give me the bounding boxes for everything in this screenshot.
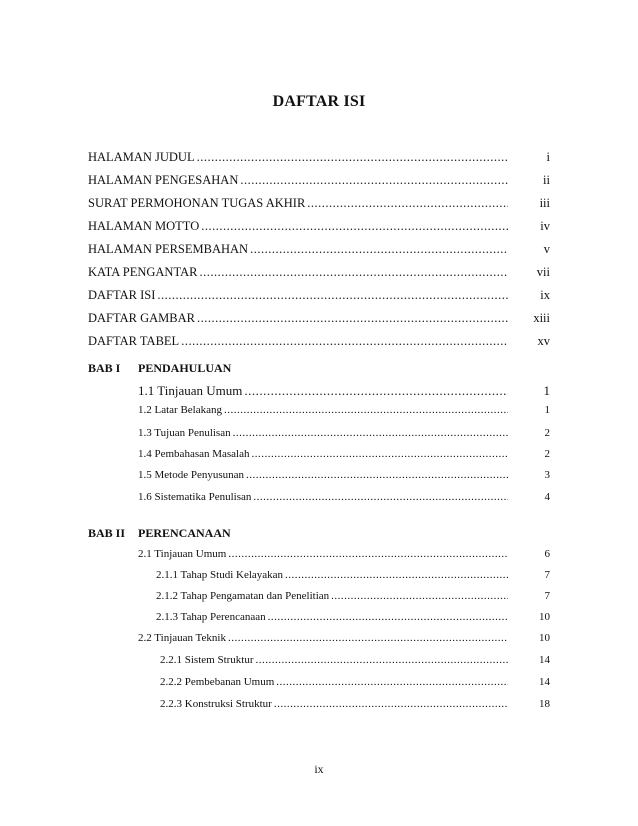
toc-entry (88, 311, 550, 329)
leader-dots (250, 242, 508, 257)
toc-label: 1.1 Tinjauan Umum (138, 383, 243, 398)
leader-dots (268, 611, 508, 623)
toc-page: 10 (539, 611, 550, 623)
leader-dots (285, 569, 508, 581)
toc-page: 6 (544, 548, 550, 560)
toc-page: iv (540, 219, 550, 233)
toc-page: 7 (544, 590, 550, 602)
toc-label: 1.5 Metode Penyusunan (138, 469, 245, 481)
toc-entry (156, 611, 550, 629)
toc-entry (88, 242, 550, 260)
leader-dots (181, 334, 508, 349)
toc-label: DAFTAR TABEL (88, 334, 180, 348)
toc-label: SURAT PERMOHONAN TUGAS AKHIR (88, 196, 306, 210)
toc-label: 2.1.1 Tahap Studi Kelayakan (156, 569, 284, 581)
toc-label: 2.2.2 Pembebanan Umum (160, 676, 275, 688)
toc-page: 1 (543, 383, 550, 398)
toc-label: 2.1.3 Tahap Perencanaan (156, 611, 266, 623)
toc-page: xv (537, 334, 550, 348)
toc-page: 3 (544, 469, 550, 481)
toc-entry (156, 590, 550, 608)
leader-dots (197, 311, 508, 326)
leader-dots (244, 383, 508, 399)
toc-entry (88, 219, 550, 237)
toc-page: iii (539, 196, 550, 210)
toc-entry (156, 569, 550, 587)
chapter-number: BAB I (88, 361, 121, 375)
toc-entry (88, 196, 550, 214)
leader-dots (197, 150, 508, 165)
toc-label: HALAMAN PERSEMBAHAN (88, 242, 249, 256)
toc-label: 1.4 Pembahasan Masalah (138, 448, 250, 460)
toc-entry (138, 404, 550, 422)
toc-page: 2 (544, 448, 550, 460)
toc-label: 2.2.1 Sistem Struktur (160, 654, 254, 666)
toc-entry (138, 427, 550, 445)
toc-label: HALAMAN MOTTO (88, 219, 200, 233)
leader-dots (256, 654, 508, 666)
toc-entry (160, 676, 550, 694)
toc-page: 7 (544, 569, 550, 581)
leader-dots (201, 219, 508, 234)
chapter-number: BAB II (88, 526, 126, 540)
toc-page: ii (543, 173, 550, 187)
toc-entry (160, 698, 550, 716)
leader-dots (228, 632, 508, 644)
toc-entry (138, 383, 550, 401)
toc-label: HALAMAN JUDUL (88, 150, 195, 164)
toc-page: 1 (544, 404, 550, 416)
toc-page: v (543, 242, 550, 256)
toc-label: 1.3 Tujuan Penulisan (138, 427, 231, 439)
toc-label: DAFTAR ISI (88, 288, 156, 302)
chapter-title: PENDAHULUAN (138, 361, 232, 375)
toc-label: 2.1.2 Tahap Pengamatan dan Penelitian (156, 590, 330, 602)
toc-entry (138, 548, 550, 566)
toc-entry (138, 469, 550, 487)
toc-page: 14 (539, 654, 550, 666)
toc-label: 2.2.3 Konstruksi Struktur (160, 698, 272, 710)
leader-dots (157, 288, 508, 303)
toc-label: HALAMAN PENGESAHAN (88, 173, 239, 187)
toc-label: DAFTAR GAMBAR (88, 311, 196, 325)
leader-dots (253, 491, 508, 503)
toc-page: 4 (544, 491, 550, 503)
leader-dots (224, 404, 508, 416)
toc-entry (88, 150, 550, 168)
leader-dots (246, 469, 508, 481)
toc-label: 2.1 Tinjauan Umum (138, 548, 227, 560)
toc-page: vii (536, 265, 550, 279)
toc-page: i (546, 150, 550, 164)
leader-dots (240, 173, 508, 188)
toc-entry (138, 448, 550, 466)
toc-page: xiii (533, 311, 550, 325)
toc-entry (88, 265, 550, 283)
toc-label: KATA PENGANTAR (88, 265, 198, 279)
toc-label: 1.6 Sistematika Penulisan (138, 491, 252, 503)
leader-dots (233, 427, 508, 439)
toc-entry (88, 173, 550, 191)
toc-page: 2 (544, 427, 550, 439)
toc-label: 2.2 Tinjauan Teknik (138, 632, 226, 644)
toc-page: 18 (539, 698, 550, 710)
toc-entry (88, 288, 550, 306)
leader-dots (228, 548, 508, 560)
page-number-footer: ix (314, 762, 324, 776)
toc-entry (160, 654, 550, 672)
toc-entry (138, 632, 550, 650)
toc-page: 10 (539, 632, 550, 644)
page-title: DAFTAR ISI (272, 93, 366, 110)
leader-dots (252, 448, 509, 460)
leader-dots (307, 196, 508, 211)
toc-page: ix (540, 288, 550, 302)
chapter-title: PERENCANAAN (138, 526, 231, 540)
toc-label: 1.2 Latar Belakang (138, 404, 222, 416)
leader-dots (199, 265, 508, 280)
chapter-heading (88, 526, 231, 541)
toc-entry (138, 491, 550, 509)
chapter-heading (88, 361, 231, 376)
toc-entry (88, 334, 550, 352)
leader-dots (331, 590, 508, 602)
toc-page: 14 (539, 676, 550, 688)
leader-dots (274, 698, 508, 710)
leader-dots (276, 676, 508, 688)
